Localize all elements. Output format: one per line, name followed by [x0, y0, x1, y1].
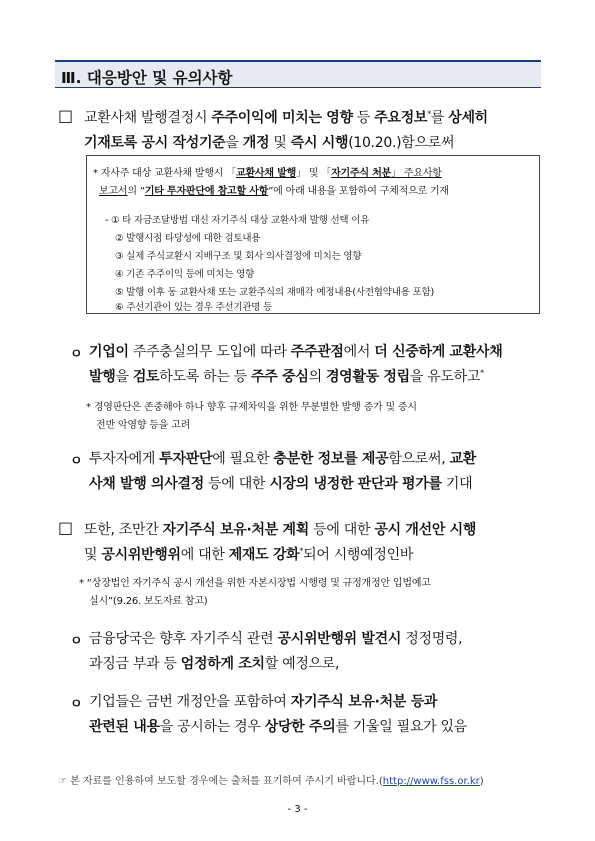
p1-line-1: 교환사채 발행결정시 주주이익에 미치는 영향 등 주요정보*를 상세히: [84, 109, 488, 126]
p2-line-2: 및 공시위반행위에 대한 제재도 강화*되어 시행예정인바: [84, 546, 414, 563]
detail-box: [86, 155, 540, 314]
p2-footnote-line-2: 실시”(9.26. 보도자료 참고): [89, 596, 208, 607]
square-bullet-icon: □: [58, 518, 74, 537]
section-header: [55, 60, 541, 88]
p1-line-2: 기재토록 공시 작성기준을 개정 및 즉시 시행(10.20.)함으로써: [84, 135, 455, 151]
c1-footnote-line-2: 전반 악영향 등을 고려: [96, 420, 191, 431]
box-note-line-2: 보고서의 “기타 투자판단에 참고할 사항”에 아래 내용을 포함하여 구체적으로 기재: [99, 186, 449, 197]
circle-bullet-icon: ㅇ: [70, 454, 83, 469]
box-item-1: - ① 타 자금조달방법 대신 자기주식 대상 교환사채 발행 선택 이유: [105, 215, 370, 226]
fss-website-link[interactable]: http://www.fss.or.kr: [382, 776, 480, 787]
c1-line-1: 기업이 주주충실의무 도입에 따라 주주관점에서 더 신중하게 교환사채: [89, 344, 503, 360]
box-item-4: ④ 기존 주주이익 등에 미치는 영향: [115, 269, 255, 280]
circle-bullet-icon: ㅇ: [70, 697, 83, 712]
c3-line-2: 과징금 부과 등 엄정하게 조치할 예정으로,: [89, 656, 340, 672]
c2-line-2: 사채 발행 의사결정 등에 대한 시장의 냉정한 판단과 평가를 기대: [89, 476, 473, 492]
c1-line-2: 발행을 검토하도록 하는 등 주주 중심의 경영활동 정립을 유도하고*: [89, 368, 484, 385]
footer-note: ☞ 본 자료를 인용하여 보도할 경우에는 출처를 표기하여 주시기 바랍니다.(http://www.fss.or.kr): [58, 776, 484, 787]
box-item-6: ⑥ 주선기관이 있는 경우 주선기관명 등: [115, 302, 273, 313]
square-bullet-icon: □: [58, 106, 74, 125]
page-number: - 3 -: [287, 804, 308, 815]
c2-line-1: 투자자에게 투자판단에 필요한 충분한 정보를 제공함으로써, 교환: [89, 451, 476, 467]
circle-bullet-icon: ㅇ: [70, 634, 83, 649]
box-item-5: ⑤ 발행 이후 동 교환사채 또는 교환주식의 재매각 예정내용(사전협약내용 포함): [115, 287, 434, 298]
section-title: Ⅲ. 대응방안 및 유의사항: [61, 69, 233, 87]
pointing-hand-icon: ☞: [58, 776, 67, 787]
p2-footnote-line-1: * “상장법인 자기주식 공시 개선을 위한 자본시장법 시행령 및 규정개정안 입법예고: [79, 578, 431, 589]
box-item-3: ③ 실제 주식교환시 지배구조 및 회사 의사결정에 미치는 영향: [115, 251, 362, 262]
box-item-2: ② 발행시점 타당성에 대한 검토내용: [115, 233, 261, 244]
c4-line-1: 기업들은 금번 개정안을 포함하여 자기주식 보유·처분 등과: [89, 694, 438, 710]
box-note-line-1: * 자사주 대상 교환사채 발행시 「교환사채 발행」 및 「자기주식 처분」 주요사항: [93, 168, 442, 179]
c4-line-2: 관련된 내용을 공시하는 경우 상당한 주의를 기울일 필요가 있음: [89, 719, 467, 735]
circle-bullet-icon: ㅇ: [70, 347, 83, 362]
c1-footnote-line-1: * 경영판단은 존중해야 하나 향후 규제차익을 위한 무분별한 발행 증가 및 증시: [86, 402, 417, 413]
p2-line-1: 또한, 조만간 자기주식 보유·처분 계획 등에 대한 공시 개선안 시행: [84, 522, 477, 538]
c3-line-1: 금융당국은 향후 자기주식 관련 공시위반행위 발견시 정정명령,: [89, 631, 463, 647]
